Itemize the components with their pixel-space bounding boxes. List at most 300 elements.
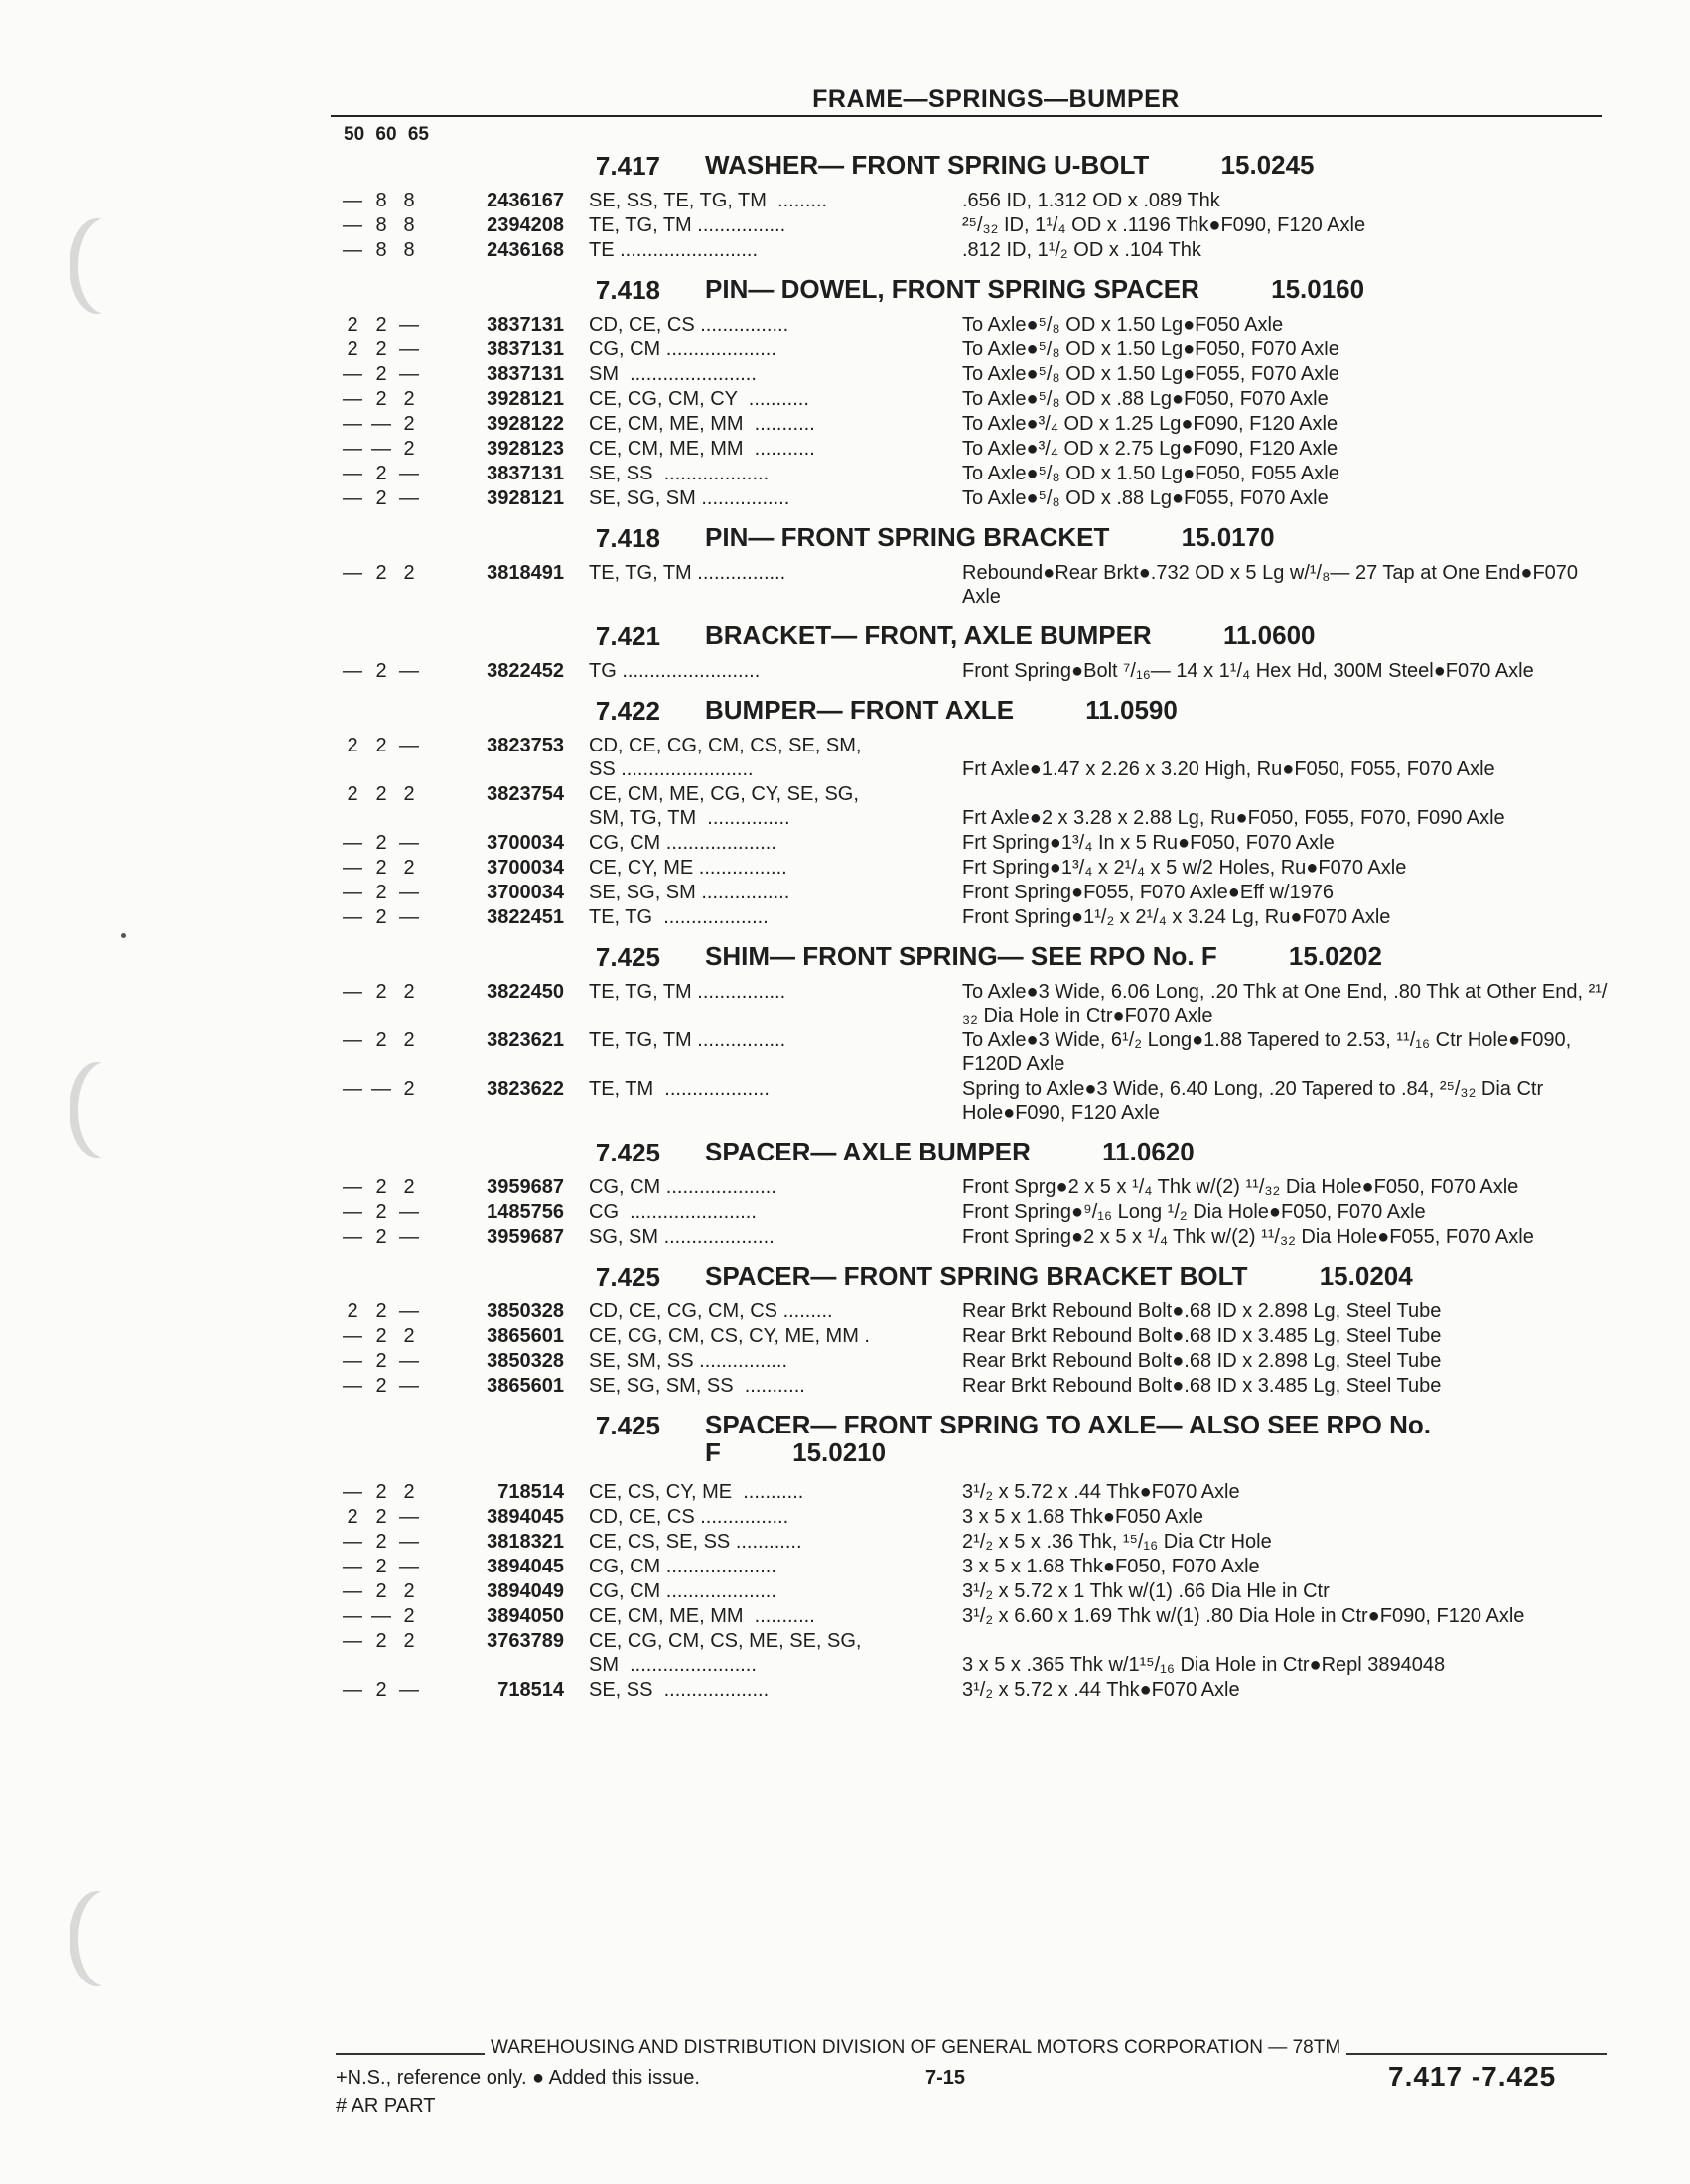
year-60-qty: —	[371, 413, 391, 435]
part-description: Front Spring●F055, F070 Axle●Eff w/1976	[962, 882, 1334, 903]
year-65-qty: 2	[403, 562, 415, 584]
year-65-qty: 8	[403, 190, 415, 211]
model-codes: TE, TG, TM ................	[589, 214, 786, 236]
part-description: To Axle●⁵/₈ OD x .88 Lg●F055, F070 Axle	[962, 487, 1329, 509]
section-number: 7.417	[595, 151, 660, 181]
year-65-qty: 2	[403, 388, 415, 410]
page-title: FRAME—SPRINGS—BUMPER	[812, 85, 1180, 113]
part-row	[338, 486, 1619, 510]
part-number: 3837131	[487, 363, 564, 385]
section-number: 7.418	[595, 523, 660, 553]
model-codes: SM .......................	[589, 363, 757, 385]
part-description: Front Sprg●2 x 5 x ¹/₄ Thk w/(2) ¹¹/₃₂ Dia Hole●F050, F070 Axle	[962, 1176, 1519, 1198]
section-number: 7.425	[595, 1262, 660, 1292]
year-50-qty: 2	[347, 783, 358, 805]
part-description: Frt Spring●1³/₄ In x 5 Ru●F050, F070 Axle	[962, 832, 1335, 854]
part-description: To Axle●³/₄ OD x 2.75 Lg●F090, F120 Axle	[962, 438, 1338, 460]
part-number: 3823621	[487, 1029, 564, 1051]
model-codes: CG, CM ....................	[589, 1556, 776, 1577]
year-50-qty: —	[343, 1226, 362, 1248]
model-codes: TE, TG, TM ................	[589, 1029, 786, 1051]
part-number: 3959687	[487, 1176, 564, 1198]
part-description: Rear Brkt Rebound Bolt●.68 ID x 2.898 Lg, Steel Tube	[962, 1350, 1442, 1372]
year-60-qty: 2	[375, 1556, 387, 1577]
section-spacer	[338, 1703, 1619, 1712]
part-description: Front Spring●⁹/₁₆ Long ¹/₂ Dia Hole●F050, F070 Axle	[962, 1201, 1426, 1223]
part-number: 3865601	[487, 1375, 564, 1397]
section-title: SPACER— FRONT SPRING BRACKET BOLT 15.0204	[705, 1261, 1413, 1291]
model-codes: TE, TM ...................	[589, 1078, 770, 1100]
part-number: 3700034	[487, 857, 564, 879]
section-title: WASHER— FRONT SPRING U-BOLT 15.0245	[705, 150, 1315, 180]
year-60-qty: —	[371, 1078, 391, 1100]
part-number: 3894045	[487, 1506, 564, 1528]
part-row	[338, 1077, 1619, 1125]
year-60-qty: 2	[375, 1029, 387, 1051]
catalog-section	[338, 940, 1619, 1136]
year-65-qty: —	[399, 1531, 419, 1553]
year-65-qty: 2	[403, 1630, 415, 1652]
part-row	[338, 1299, 1619, 1323]
year-50-qty: —	[343, 1605, 362, 1627]
part-description: Frt Axle●1.47 x 2.26 x 3.20 High, Ru●F050, F055, F070 Axle	[962, 758, 1495, 780]
part-description: .812 ID, 1¹/₂ OD x .104 Thk	[962, 239, 1201, 261]
part-number: 3823622	[487, 1078, 564, 1100]
model-codes: CG, CM ....................	[589, 832, 776, 854]
catalog-section	[338, 1260, 1619, 1409]
year-65-qty: —	[399, 363, 419, 385]
part-number: 2436168	[487, 239, 564, 261]
year-60-qty: 2	[375, 981, 387, 1003]
model-codes: CE, CM, ME, MM ...........	[589, 1605, 815, 1627]
footer-rule-left	[336, 2053, 485, 2055]
year-65-qty: —	[399, 314, 419, 336]
part-row	[338, 1604, 1619, 1628]
year-65-qty: 2	[403, 1029, 415, 1051]
year-60-qty: —	[371, 438, 391, 460]
year-50-qty: —	[343, 438, 362, 460]
page-header	[331, 85, 1602, 117]
part-row	[338, 1678, 1619, 1702]
year-50-qty: —	[343, 363, 362, 385]
year-50-qty: —	[343, 1176, 362, 1198]
model-codes: CD, CE, CS ................	[589, 314, 789, 336]
section-spacer	[338, 930, 1619, 940]
year-65-qty: 8	[403, 214, 415, 236]
year-60-qty: 2	[375, 1679, 387, 1701]
year-50-qty: —	[343, 1325, 362, 1347]
model-codes: SG, SM ....................	[589, 1226, 775, 1248]
model-codes: CE, CM, ME, CG, CY, SE, SG, SM, TG, TM ...............	[589, 783, 859, 829]
part-row	[338, 905, 1619, 929]
year-50-qty: —	[343, 1679, 362, 1701]
year-65-qty: —	[399, 735, 419, 756]
section-number: 7.425	[595, 1411, 660, 1440]
year-65-qty: 2	[403, 783, 415, 805]
model-codes: SE, SS, TE, TG, TM .........	[589, 190, 828, 211]
part-row	[338, 1028, 1619, 1076]
part-description: To Axle●⁵/₈ OD x 1.50 Lg●F050, F070 Axle	[962, 339, 1339, 360]
year-60-qty: 8	[375, 239, 387, 261]
part-number: 3700034	[487, 832, 564, 854]
year-65-qty: —	[399, 1300, 419, 1322]
year-60-qty: 2	[375, 735, 387, 756]
year-65-qty: 2	[403, 1605, 415, 1627]
part-number: 3823754	[487, 783, 564, 805]
part-number: 718514	[497, 1679, 564, 1701]
section-title: BUMPER— FRONT AXLE 11.0590	[705, 695, 1178, 725]
footer-division: WAREHOUSING AND DISTRIBUTION DIVISION OF GENERAL MOTORS CORPORATION — 78TM	[491, 2037, 1341, 2058]
year-50-qty: —	[343, 388, 362, 410]
year-60-qty: 2	[375, 906, 387, 928]
section-number: 7.425	[595, 942, 660, 972]
parts-list	[338, 149, 1619, 1712]
part-number: 3850328	[487, 1300, 564, 1322]
year-50-qty: —	[343, 1350, 362, 1372]
part-description: Front Spring●2 x 5 x ¹/₄ Thk w/(2) ¹¹/₃₂ Dia Hole●F055, F070 Axle	[962, 1226, 1534, 1248]
part-description: 3¹/₂ x 6.60 x 1.69 Thk w/(1) .80 Dia Hole in Ctr●F090, F120 Axle	[962, 1605, 1525, 1627]
section-heading	[338, 521, 1619, 561]
year-60-qty: 2	[375, 1481, 387, 1503]
section-title: PIN— FRONT SPRING BRACKET 15.0170	[705, 522, 1275, 552]
model-codes: CD, CE, CG, CM, CS .........	[589, 1300, 833, 1322]
year-60-qty: —	[371, 1605, 391, 1627]
part-description: 2¹/₂ x 5 x .36 Thk, ¹⁵/₁₆ Dia Ctr Hole	[962, 1531, 1272, 1553]
model-codes: CG, CM ....................	[589, 1176, 776, 1198]
year-65-qty: —	[399, 1679, 419, 1701]
year-columns-header: 50 60 65	[344, 124, 429, 145]
part-number: 3818321	[487, 1531, 564, 1553]
catalog-section	[338, 521, 1619, 619]
section-number: 7.418	[595, 275, 660, 305]
part-number: 3894045	[487, 1556, 564, 1577]
year-65-qty: —	[399, 1556, 419, 1577]
model-codes: SE, SM, SS ................	[589, 1350, 788, 1372]
year-65-qty: 8	[403, 239, 415, 261]
year-50-qty: 2	[347, 735, 358, 756]
model-codes: TE .........................	[589, 239, 759, 261]
part-row	[338, 313, 1619, 337]
part-number: 3823753	[487, 735, 564, 756]
year-50-qty: —	[343, 413, 362, 435]
catalog-section	[338, 273, 1619, 521]
part-description: To Axle●⁵/₈ OD x 1.50 Lg●F050, F055 Axle	[962, 463, 1339, 484]
model-codes: SE, SS ...................	[589, 463, 770, 484]
year-65-qty: 2	[403, 438, 415, 460]
part-row	[338, 1374, 1619, 1398]
year-60-qty: 2	[375, 1350, 387, 1372]
model-codes: CE, CM, ME, MM ...........	[589, 413, 815, 435]
model-codes: CD, CE, CG, CM, CS, SE, SM, SS ........................	[589, 735, 862, 780]
part-number: 3928122	[487, 413, 564, 435]
part-description: 3¹/₂ x 5.72 x .44 Thk●F070 Axle	[962, 1679, 1240, 1701]
footer-rule-right	[1346, 2053, 1607, 2055]
year-60-qty: 2	[375, 857, 387, 879]
year-65-qty: 2	[403, 1325, 415, 1347]
part-description: 3¹/₂ x 5.72 x 1 Thk w/(1) .66 Dia Hle in Ctr	[962, 1580, 1330, 1602]
part-description: To Axle●3 Wide, 6¹/₂ Long●1.88 Tapered to 2.53, ¹¹/₁₆ Ctr Hole●F090, F120D Axle	[962, 1029, 1577, 1075]
section-heading	[338, 1260, 1619, 1299]
year-50-qty: —	[343, 1630, 362, 1652]
section-spacer	[338, 684, 1619, 694]
part-row	[338, 412, 1619, 436]
part-row	[338, 238, 1619, 262]
year-60-qty: 2	[375, 1375, 387, 1397]
part-row	[338, 1480, 1619, 1504]
section-spacer	[338, 511, 1619, 521]
year-50-qty: —	[343, 1201, 362, 1223]
model-codes: SE, SG, SM, SS ...........	[589, 1375, 805, 1397]
year-50-qty: 2	[347, 1300, 358, 1322]
year-60-qty: 2	[375, 1201, 387, 1223]
year-65-qty: 2	[403, 1580, 415, 1602]
year-50-qty: —	[343, 190, 362, 211]
year-60-qty: 2	[375, 1506, 387, 1528]
part-row	[338, 362, 1619, 386]
year-65-qty: —	[399, 487, 419, 509]
year-60-qty: 2	[375, 660, 387, 682]
part-description: 3 x 5 x 1.68 Thk●F050, F070 Axle	[962, 1556, 1260, 1577]
year-65-qty: —	[399, 1375, 419, 1397]
footer-division-line	[336, 2037, 1607, 2059]
year-50-qty: —	[343, 1481, 362, 1503]
year-50-qty: 2	[347, 1506, 358, 1528]
year-65-qty: —	[399, 882, 419, 903]
part-number: 718514	[497, 1481, 564, 1503]
section-number: 7.422	[595, 696, 660, 726]
part-row	[338, 462, 1619, 485]
footer-note-legend: +N.S., reference only. ● Added this issue.	[336, 2067, 700, 2089]
section-title: SPACER— AXLE BUMPER 11.0620	[705, 1137, 1195, 1166]
part-number: 3763789	[487, 1630, 564, 1652]
model-codes: CD, CE, CS ................	[589, 1506, 789, 1528]
year-65-qty: —	[399, 1201, 419, 1223]
part-description: 3¹/₂ x 5.72 x .44 Thk●F070 Axle	[962, 1481, 1240, 1503]
part-row	[338, 782, 1619, 830]
year-60-qty: 2	[375, 314, 387, 336]
part-number: 3822451	[487, 906, 564, 928]
part-row	[338, 387, 1619, 411]
binder-hole	[70, 218, 125, 314]
model-codes: TE, TG, TM ................	[589, 562, 786, 584]
year-60-qty: 2	[375, 882, 387, 903]
part-row	[338, 1629, 1619, 1677]
part-row	[338, 1175, 1619, 1199]
page-number: 7-15	[925, 2067, 966, 2089]
part-row	[338, 881, 1619, 904]
part-number: 3894050	[487, 1605, 564, 1627]
part-description: .656 ID, 1.312 OD x .089 Thk	[962, 190, 1220, 211]
part-description: Spring to Axle●3 Wide, 6.40 Long, .20 Tapered to .84, ²⁵/₃₂ Dia Ctr Hole●F090, F120 Axle	[962, 1078, 1549, 1124]
part-description: To Axle●⁵/₈ OD x 1.50 Lg●F050 Axle	[962, 314, 1284, 336]
year-60-qty: 2	[375, 1580, 387, 1602]
binder-hole	[70, 1062, 125, 1158]
section-heading	[338, 1409, 1619, 1480]
part-row	[338, 1530, 1619, 1554]
model-codes: TE, TG, TM ................	[589, 981, 786, 1003]
year-60-qty: 2	[375, 783, 387, 805]
section-title: SPACER— FRONT SPRING TO AXLE— ALSO SEE RPO No. F 15.0210	[705, 1410, 1431, 1467]
part-number: 3928123	[487, 438, 564, 460]
part-description: Rear Brkt Rebound Bolt●.68 ID x 3.485 Lg, Steel Tube	[962, 1375, 1442, 1397]
part-row	[338, 561, 1619, 609]
year-50-qty: —	[343, 562, 362, 584]
year-50-qty: —	[343, 1375, 362, 1397]
year-65-qty: —	[399, 339, 419, 360]
part-description: 3 x 5 x 1.68 Thk●F050 Axle	[962, 1506, 1203, 1528]
section-spacer	[338, 610, 1619, 619]
binder-hole	[70, 1891, 125, 1986]
year-50-qty: —	[343, 882, 362, 903]
year-50-qty: —	[343, 239, 362, 261]
model-codes: CE, CG, CM, CS, ME, SE, SG, SM .......................	[589, 1630, 862, 1676]
part-row	[338, 1349, 1619, 1373]
year-65-qty: 2	[403, 857, 415, 879]
year-50-qty: —	[343, 906, 362, 928]
section-heading	[338, 273, 1619, 313]
model-codes: TG .........................	[589, 660, 761, 682]
page-range: 7.417 -7.425	[1388, 2061, 1557, 2092]
part-number: 3818491	[487, 562, 564, 584]
year-50-qty: —	[343, 1029, 362, 1051]
year-60-qty: 2	[375, 1226, 387, 1248]
part-row	[338, 1505, 1619, 1529]
part-description: Frt Spring●1³/₄ x 2¹/₄ x 5 w/2 Holes, Ru●F070 Axle	[962, 857, 1407, 879]
year-60-qty: 2	[375, 463, 387, 484]
part-description: To Axle●3 Wide, 6.06 Long, .20 Thk at One End, .80 Thk at Other End, ²¹/₃₂ Dia Hole in Ctr●F070 Axle	[962, 981, 1608, 1026]
part-number: 3700034	[487, 882, 564, 903]
part-number: 1485756	[487, 1201, 564, 1223]
year-50-qty: —	[343, 832, 362, 854]
section-heading	[338, 1136, 1619, 1175]
section-heading	[338, 149, 1619, 189]
part-description: Rear Brkt Rebound Bolt●.68 ID x 3.485 Lg, Steel Tube	[962, 1325, 1442, 1347]
model-codes: CG .......................	[589, 1201, 757, 1223]
part-row	[338, 338, 1619, 361]
part-description: To Axle●³/₄ OD x 1.25 Lg●F090, F120 Axle	[962, 413, 1338, 435]
year-60-qty: 2	[375, 487, 387, 509]
part-row	[338, 213, 1619, 237]
part-description: Front Spring●Bolt ⁷/₁₆— 14 x 1¹/₄ Hex Hd, 300M Steel●F070 Axle	[962, 660, 1534, 682]
footer-note-ar-part: # AR PART	[336, 2095, 436, 2116]
year-50-qty: —	[343, 981, 362, 1003]
model-codes: CE, CG, CM, CY ...........	[589, 388, 809, 410]
year-50-qty: —	[343, 1580, 362, 1602]
part-row	[338, 734, 1619, 781]
part-row	[338, 856, 1619, 880]
scan-speck	[121, 933, 126, 938]
year-60-qty: 2	[375, 1325, 387, 1347]
year-65-qty: —	[399, 832, 419, 854]
part-row	[338, 1579, 1619, 1603]
model-codes: CE, CS, CY, ME ...........	[589, 1481, 804, 1503]
model-codes: CE, CS, SE, SS ............	[589, 1531, 802, 1553]
part-number: 3959687	[487, 1226, 564, 1248]
part-description: 3 x 5 x .365 Thk w/1¹⁵/₁₆ Dia Hole in Ctr●Repl 3894048	[962, 1654, 1446, 1676]
part-description: To Axle●⁵/₈ OD x .88 Lg●F050, F070 Axle	[962, 388, 1329, 410]
year-65-qty: —	[399, 906, 419, 928]
part-row	[338, 980, 1619, 1027]
year-60-qty: 2	[375, 1630, 387, 1652]
year-65-qty: 2	[403, 413, 415, 435]
model-codes: CE, CG, CM, CS, CY, ME, MM .	[589, 1325, 870, 1347]
year-65-qty: —	[399, 660, 419, 682]
year-60-qty: 2	[375, 1531, 387, 1553]
part-description: Rebound●Rear Brkt●.732 OD x 5 Lg w/¹/₈— 27 Tap at One End●F070 Axle	[962, 562, 1583, 608]
catalog-section	[338, 149, 1619, 273]
part-row	[338, 1324, 1619, 1348]
catalog-section	[338, 619, 1619, 694]
part-row	[338, 659, 1619, 683]
section-title: BRACKET— FRONT, AXLE BUMPER 11.0600	[705, 620, 1316, 650]
model-codes: SE, SS ...................	[589, 1679, 770, 1701]
part-description: Frt Axle●2 x 3.28 x 2.88 Lg, Ru●F050, F055, F070, F090 Axle	[962, 807, 1505, 829]
catalog-section	[338, 1136, 1619, 1260]
year-60-qty: 2	[375, 388, 387, 410]
part-number: 3894049	[487, 1580, 564, 1602]
part-number: 3928121	[487, 388, 564, 410]
year-60-qty: 2	[375, 339, 387, 360]
part-row	[338, 1555, 1619, 1578]
part-row	[338, 1200, 1619, 1224]
year-65-qty: 2	[403, 981, 415, 1003]
year-60-qty: 2	[375, 363, 387, 385]
year-50-qty: 2	[347, 314, 358, 336]
year-65-qty: 2	[403, 1481, 415, 1503]
part-number: 3850328	[487, 1350, 564, 1372]
section-spacer	[338, 1126, 1619, 1136]
year-50-qty: —	[343, 660, 362, 682]
section-title: PIN— DOWEL, FRONT SPRING SPACER 15.0160	[705, 274, 1365, 304]
year-50-qty: —	[343, 463, 362, 484]
year-65-qty: —	[399, 1506, 419, 1528]
year-65-qty: —	[399, 463, 419, 484]
part-number: 3865601	[487, 1325, 564, 1347]
year-65-qty: —	[399, 1350, 419, 1372]
year-60-qty: 8	[375, 190, 387, 211]
year-60-qty: 2	[375, 1176, 387, 1198]
year-60-qty: 8	[375, 214, 387, 236]
section-spacer	[338, 1399, 1619, 1409]
part-description: Rear Brkt Rebound Bolt●.68 ID x 2.898 Lg, Steel Tube	[962, 1300, 1442, 1322]
year-50-qty: —	[343, 1078, 362, 1100]
year-65-qty: 2	[403, 1078, 415, 1100]
year-50-qty: —	[343, 857, 362, 879]
part-number: 2394208	[487, 214, 564, 236]
part-description: To Axle●⁵/₈ OD x 1.50 Lg●F055, F070 Axle	[962, 363, 1339, 385]
part-number: 2436167	[487, 190, 564, 211]
part-description: ²⁵/₃₂ ID, 1¹/₄ OD x .1196 Thk●F090, F120 Axle	[962, 214, 1366, 236]
part-number: 3822452	[487, 660, 564, 682]
year-65-qty: 2	[403, 1176, 415, 1198]
part-row	[338, 189, 1619, 212]
part-number: 3822450	[487, 981, 564, 1003]
year-50-qty: —	[343, 1556, 362, 1577]
model-codes: TE, TG ...................	[589, 906, 769, 928]
model-codes: SE, SG, SM ................	[589, 487, 790, 509]
catalog-section	[338, 694, 1619, 940]
section-title: SHIM— FRONT SPRING— SEE RPO No. F 15.0202	[705, 941, 1382, 971]
year-65-qty: —	[399, 1226, 419, 1248]
model-codes: SE, SG, SM ................	[589, 882, 790, 903]
model-codes: CG, CM ....................	[589, 339, 776, 360]
part-row	[338, 437, 1619, 461]
part-description: Front Spring●1¹/₂ x 2¹/₄ x 3.24 Lg, Ru●F070 Axle	[962, 906, 1391, 928]
section-number: 7.421	[595, 621, 660, 651]
part-row	[338, 1225, 1619, 1249]
year-50-qty: 2	[347, 339, 358, 360]
section-number: 7.425	[595, 1138, 660, 1167]
